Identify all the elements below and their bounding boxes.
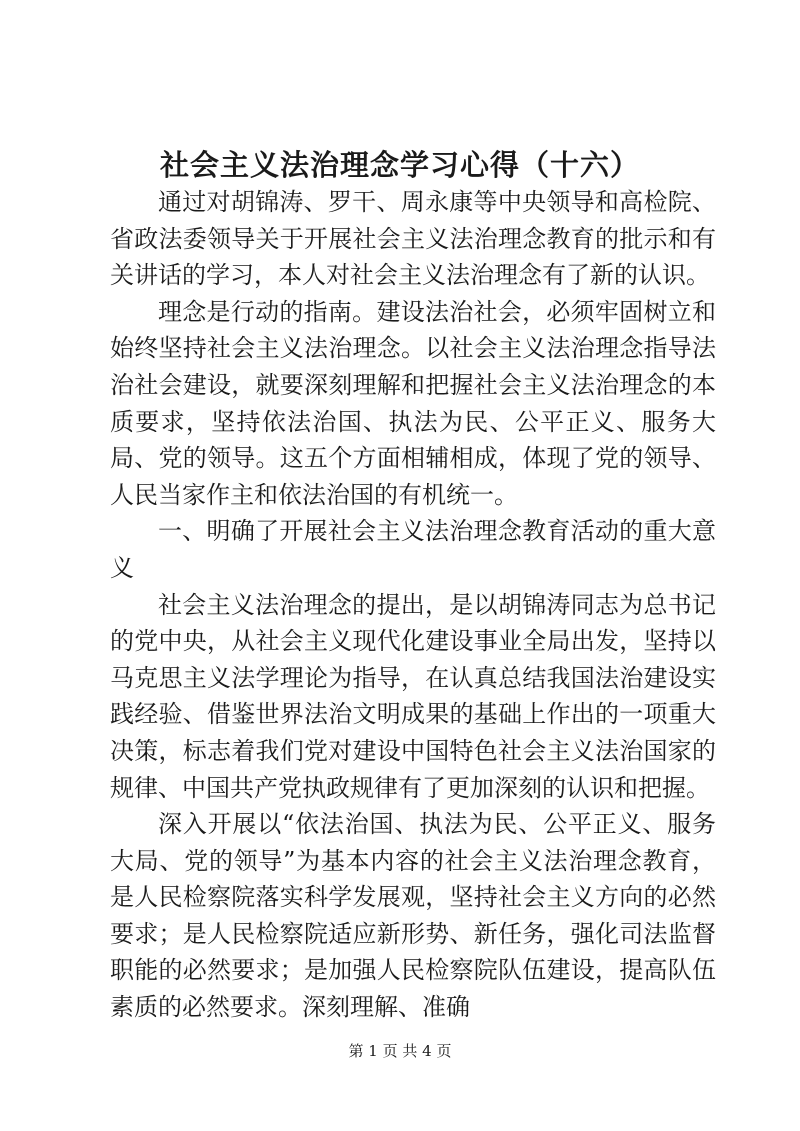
paragraph: 社会主义法治理念的提出，是以胡锦涛同志为总书记的党中央，从社会主义现代化建设事业全局出发，坚持以马克思主义法学理论为指导，在认真总结我国法治建设实践经验、借鉴世界法治文明成果的基础上作出的一项重大决策，标志着我们党对建设中国特色社会主义法治国家的规律、中国共产党执政规律有了更加深刻的认识和把握。	[110, 590, 716, 802]
document-body	[110, 184, 716, 1026]
section-heading: 一、明确了开展社会主义法治理念教育活动的重大意义	[110, 517, 716, 582]
paragraph: 理念是行动的指南。建设法治社会，必须牢固树立和始终坚持社会主义法治理念。以社会主义法治理念指导法治社会建设，就要深刻理解和把握社会主义法治理念的本质要求，坚持依法治国、执法为民、公平正义、服务大局、党的领导。这五个方面相辅相成，体现了党的领导、人民当家作主和依法治国的有机统一。	[110, 297, 716, 509]
paragraph: 通过对胡锦涛、罗干、周永康等中央领导和高检院、省政法委领导关于开展社会主义法治理念教育的批示和有关讲话的学习，本人对社会主义法治理念有了新的认识。	[110, 188, 716, 290]
paragraph: 深入开展以“依法治国、执法为民、公平正义、服务大局、党的领导”为基本内容的社会主义法治理念教育，是人民检察院落实科学发展观，坚持社会主义方向的必然要求；是人民检察院适应新形势、新任务，强化司法监督职能的必然要求；是加强人民检察院队伍建设，提高队伍素质的必然要求。深刻理解、准确	[110, 810, 716, 1022]
page-number-footer: 第 1 页 共 4 页	[348, 1042, 452, 1060]
document-title: 社会主义法治理念学习心得（十六）	[159, 148, 640, 182]
